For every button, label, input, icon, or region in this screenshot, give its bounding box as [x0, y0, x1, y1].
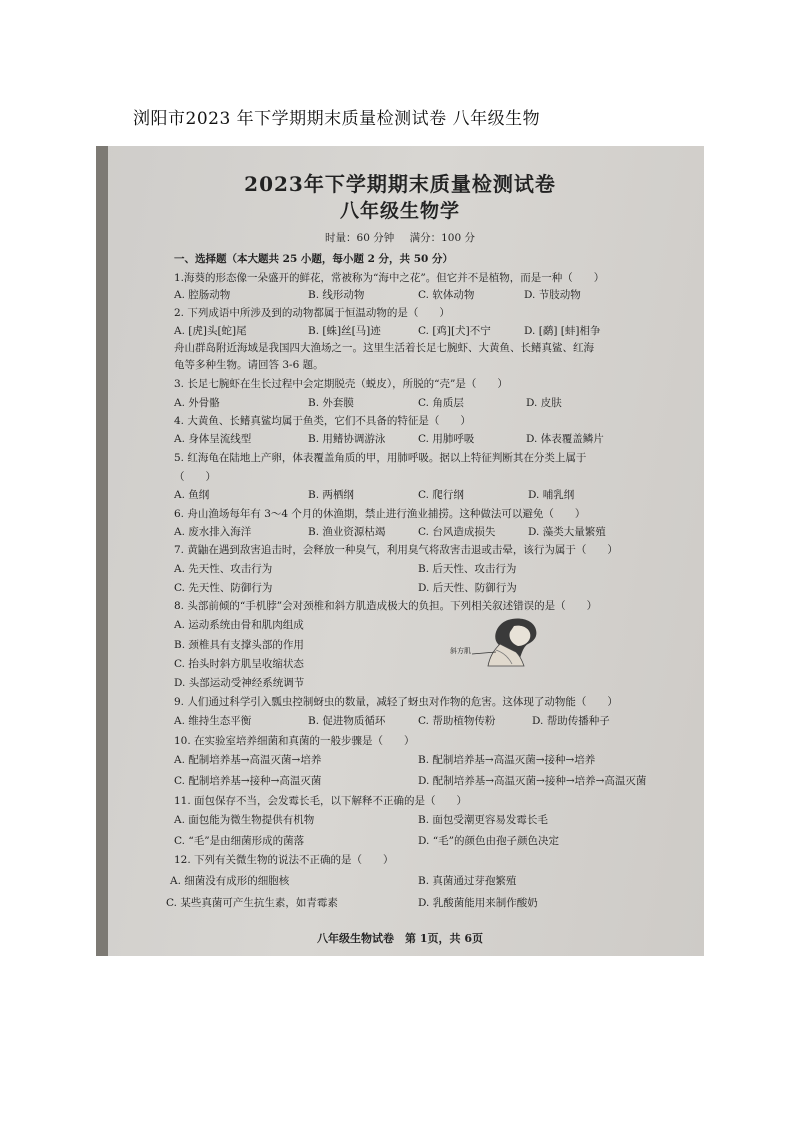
- q5-option-d: D. 哺乳纲: [528, 489, 575, 501]
- exam-title: 2023年下学期期末质量检测试卷: [244, 172, 556, 196]
- q12-option-c: C. 某些真菌可产生抗生素，如青霉素: [166, 897, 338, 909]
- q8-option-c: C. 抬头时斜方肌呈收缩状态: [174, 658, 304, 670]
- question-1: 1.海葵的形态像一朵盛开的鲜花，常被称为“海中之花”。但它并不是植物，而是一种（ ）: [174, 272, 605, 284]
- q10-option-d: D. 配制培养基→高温灭菌→接种→培养→高温灭菌: [418, 775, 647, 787]
- q4-option-a: A. 身体呈流线型: [174, 433, 252, 445]
- q12-option-a: A. 细菌没有成形的细胞核: [170, 875, 290, 887]
- q2-option-d: D. [鹬] [蚌]相争: [524, 325, 601, 337]
- exam-time: 时量：60 分钟: [325, 232, 395, 244]
- question-5: 5. 红海龟在陆地上产卵，体表覆盖角质的甲，用肺呼吸。据以上特征判断其在分类上属于: [174, 452, 587, 464]
- q12-option-d: D. 乳酸菌能用来制作酸奶: [418, 897, 538, 909]
- neck-illustration: [450, 616, 546, 668]
- q7-option-a: A. 先天性、攻击行为: [174, 563, 273, 575]
- q11-option-b: B. 面包受潮更容易发霉长毛: [418, 814, 548, 826]
- q3-option-d: D. 皮肤: [526, 397, 562, 409]
- q3-option-b: B. 外套膜: [308, 397, 354, 409]
- q2-option-c: C. [鸡][犬]不宁: [418, 325, 491, 337]
- q8-option-a: A. 运动系统由骨和肌肉组成: [174, 619, 304, 631]
- q9-option-a: A. 维持生态平衡: [174, 715, 252, 727]
- context-line-2: 龟等多种生物。请回答 3-6 题。: [174, 359, 324, 371]
- question-2: 2. 下列成语中所涉及到的动物都属于恒温动物的是（ ）: [174, 307, 450, 319]
- q4-option-d: D. 体表覆盖鳞片: [526, 433, 604, 445]
- neck-figure: [450, 616, 546, 668]
- q8-option-d: D. 头部运动受神经系统调节: [174, 677, 305, 689]
- q12-option-b: B. 真菌通过芽孢繁殖: [418, 875, 517, 887]
- q11-option-d: D. “毛”的颜色由孢子颜色决定: [418, 835, 559, 847]
- q1-option-d: D. 节肢动物: [524, 289, 581, 301]
- question-4: 4. 大黄鱼、长鳍真鲨均属于鱼类，它们不具备的特征是（ ）: [174, 415, 471, 427]
- q1-option-a: A. 腔肠动物: [174, 289, 231, 301]
- q3-option-a: A. 外骨骼: [174, 397, 220, 409]
- exam-subtitle: 八年级生物学: [339, 200, 460, 222]
- question-3: 3. 长足七腕虾在生长过程中会定期脱壳（蜕皮），所脱的“壳”是（ ）: [174, 378, 508, 390]
- q7-option-d: D. 后天性、防御行为: [418, 582, 517, 594]
- question-6: 6. 舟山渔场每年有 3～4 个月的休渔期，禁止进行渔业捕捞。这种做法可以避免（ ）: [174, 508, 586, 520]
- q5-option-a: A. 鱼纲: [174, 489, 210, 501]
- exam-photo: [96, 146, 704, 956]
- q7-option-b: B. 后天性、攻击行为: [418, 563, 517, 575]
- exam-meta: [96, 230, 704, 245]
- q11-option-c: C. “毛”是由细菌形成的菌落: [174, 835, 305, 847]
- page-footer: 八年级生物试卷 第 1页，共 6页: [317, 932, 483, 945]
- q1-option-b: B. 线形动物: [308, 289, 365, 301]
- q4-option-c: C. 用肺呼吸: [418, 433, 475, 445]
- q6-option-b: B. 渔业资源枯竭: [308, 526, 386, 538]
- question-11: 11. 面包保存不当，会发霉长毛，以下解释不正确的是（ ）: [174, 795, 468, 807]
- q7-option-c: C. 先天性、防御行为: [174, 582, 273, 594]
- q10-option-c: C. 配制培养基→接种→高温灭菌: [174, 775, 322, 787]
- question-10: 10. 在实验室培养细菌和真菌的一般步骤是（ ）: [174, 735, 415, 747]
- q9-option-c: C. 帮助植物传粉: [418, 715, 496, 727]
- q9-option-d: D. 帮助传播种子: [532, 715, 610, 727]
- q6-option-d: D. 藻类大量繁殖: [528, 526, 606, 538]
- question-5-paren: （ ）: [174, 471, 216, 483]
- q4-option-b: B. 用鳍协调游泳: [308, 433, 386, 445]
- question-7: 7. 黄鼬在遇到敌害追击时，会释放一种臭气，利用臭气将敌害击退或击晕，该行为属于（ ）: [174, 544, 618, 556]
- q5-option-b: B. 两栖纲: [308, 489, 354, 501]
- q2-option-b: B. [蛛]丝[马]迹: [308, 325, 381, 337]
- q10-option-a: A. 配制培养基→高温灭菌→培养: [174, 754, 322, 766]
- q6-option-c: C. 台风造成损失: [418, 526, 496, 538]
- q11-option-a: A. 面包能为微生物提供有机物: [174, 814, 315, 826]
- question-12: 12. 下列有关微生物的说法不正确的是（ ）: [174, 854, 394, 866]
- figure-label: 斜方肌: [450, 647, 471, 655]
- q10-option-b: B. 配制培养基→高温灭菌→接种→培养: [418, 754, 596, 766]
- q6-option-a: A. 废水排入海洋: [174, 526, 252, 538]
- question-8: 8. 头部前倾的“手机脖”会对颈椎和斜方肌造成极大的负担。下列相关叙述错误的是（ ）: [174, 600, 598, 612]
- q3-option-c: C. 角质层: [418, 397, 464, 409]
- section-heading: 一、选择题（本大题共 25 小题，每小题 2 分，共 50 分）: [174, 253, 453, 265]
- context-line-1: 舟山群岛附近海域是我国四大渔场之一。这里生活着长足七腕虾、大黄鱼、长鳍真鲨、红海: [174, 342, 594, 354]
- q9-option-b: B. 促进物质循环: [308, 715, 386, 727]
- q5-option-c: C. 爬行纲: [418, 489, 464, 501]
- question-9: 9. 人们通过科学引入瓢虫控制蚜虫的数量，减轻了蚜虫对作物的危害。这体现了动物能（ ）: [174, 696, 618, 708]
- q1-option-c: C. 软体动物: [418, 289, 475, 301]
- exam-score: 满分：100 分: [409, 232, 475, 244]
- q8-option-b: B. 颈椎具有支撑头部的作用: [174, 639, 304, 651]
- q2-option-a: A. [虎]头[蛇]尾: [174, 325, 247, 337]
- document-title: 浏阳市2023 年下学期期末质量检测试卷 八年级生物: [133, 109, 541, 129]
